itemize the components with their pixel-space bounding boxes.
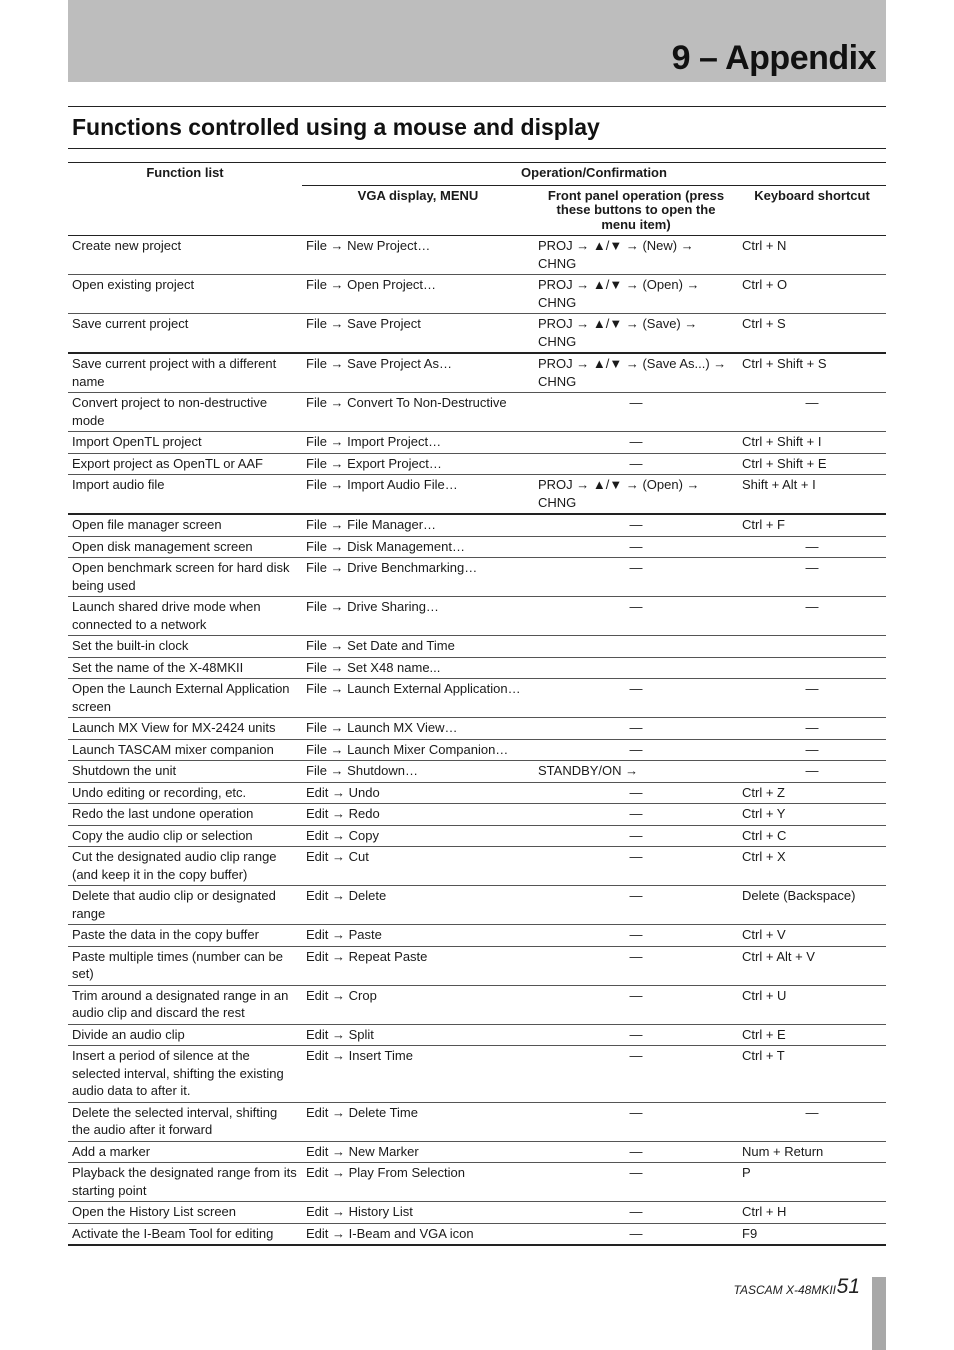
table-row [68,558,886,597]
keyboard-shortcut-cell: Num + Return [738,1141,886,1163]
footer-brand: TASCAM X-48MKII [733,1283,836,1297]
section-title: Functions controlled using a mouse and display [72,114,600,140]
front-panel-cell: — [534,739,738,761]
keyboard-shortcut-cell: — [738,597,886,636]
front-panel-cell: — [534,782,738,804]
front-panel-cell: — [534,536,738,558]
function-cell: Cut the designated audio clip range (and keep it in the copy buffer) [68,847,302,886]
section-rule-bottom [68,148,886,149]
keyboard-shortcut-cell: Ctrl + Shift + I [738,432,886,454]
vga-menu-cell: File → New Project… [302,236,534,275]
front-panel-cell: — [534,946,738,985]
vga-menu-cell: File → Launch External Application… [302,679,534,718]
table-row [68,475,886,515]
vga-menu-cell: File → File Manager… [302,514,534,536]
function-cell: Redo the last undone operation [68,804,302,826]
table-row [68,1141,886,1163]
table-row [68,679,886,718]
function-cell: Copy the audio clip or selection [68,825,302,847]
function-cell: Create new project [68,236,302,275]
vga-menu-cell: Edit → New Marker [302,1141,534,1163]
functions-table [68,162,886,1246]
front-panel-cell: — [534,886,738,925]
keyboard-shortcut-cell: Ctrl + Shift + S [738,353,886,393]
function-cell: Trim around a designated range in an audio clip and discard the rest [68,985,302,1024]
table-row [68,1223,886,1245]
keyboard-shortcut-cell: Ctrl + F [738,514,886,536]
function-cell: Open disk management screen [68,536,302,558]
front-panel-cell: — [534,1202,738,1224]
chapter-title: 9 – Appendix [671,39,876,77]
table-row [68,946,886,985]
vga-menu-cell: File → Launch MX View… [302,718,534,740]
front-panel-cell: — [534,804,738,826]
function-cell: Open benchmark screen for hard disk being used [68,558,302,597]
vga-menu-cell: Edit → Insert Time [302,1046,534,1103]
keyboard-shortcut-cell: Ctrl + O [738,275,886,314]
keyboard-shortcut-cell: Ctrl + H [738,1202,886,1224]
front-panel-cell [534,657,738,679]
keyboard-shortcut-cell: — [738,393,886,432]
table-row [68,453,886,475]
front-panel-cell: PROJ → ▲/▼ → (Save As...) → CHNG [534,353,738,393]
vga-menu-cell: File → Save Project As… [302,353,534,393]
table-row [68,804,886,826]
vga-menu-cell: Edit → I-Beam and VGA icon [302,1223,534,1245]
function-cell: Playback the designated range from its starting point [68,1163,302,1202]
keyboard-shortcut-cell: — [738,536,886,558]
function-cell: Set the name of the X-48MKII [68,657,302,679]
keyboard-shortcut-cell: Ctrl + Alt + V [738,946,886,985]
front-panel-cell: — [534,558,738,597]
table-row [68,985,886,1024]
front-panel-cell: — [534,514,738,536]
vga-menu-cell: Edit → Delete [302,886,534,925]
keyboard-shortcut-cell: Ctrl + Y [738,804,886,826]
vga-menu-cell: File → Disk Management… [302,536,534,558]
function-cell: Delete that audio clip or designated range [68,886,302,925]
keyboard-shortcut-cell: P [738,1163,886,1202]
front-panel-cell: — [534,393,738,432]
keyboard-shortcut-cell: Ctrl + E [738,1024,886,1046]
vga-menu-cell: File → Launch Mixer Companion… [302,739,534,761]
keyboard-shortcut-cell: — [738,679,886,718]
table-row [68,636,886,658]
keyboard-shortcut-cell: Ctrl + C [738,825,886,847]
table-row [68,1163,886,1202]
function-cell: Open the History List screen [68,1202,302,1224]
page-edge-tab [872,1277,886,1350]
front-panel-cell: STANDBY/ON → [534,761,738,783]
vga-menu-cell: Edit → Crop [302,985,534,1024]
function-cell: Delete the selected interval, shifting the audio after it forward [68,1102,302,1141]
keyboard-shortcut-cell [738,657,886,679]
vga-menu-cell: File → Shutdown… [302,761,534,783]
table-row [68,314,886,354]
front-panel-cell: — [534,597,738,636]
header-operation: Operation/Confirmation [302,163,886,186]
function-cell: Activate the I-Beam Tool for editing [68,1223,302,1245]
vga-menu-cell: File → Set Date and Time [302,636,534,658]
front-panel-cell: PROJ → ▲/▼ → (New) → CHNG [534,236,738,275]
function-cell: Shutdown the unit [68,761,302,783]
front-panel-cell: — [534,1046,738,1103]
front-panel-cell: PROJ → ▲/▼ → (Open) → CHNG [534,275,738,314]
function-cell: Import audio file [68,475,302,515]
front-panel-cell: — [534,825,738,847]
front-panel-cell: — [534,679,738,718]
table-row [68,782,886,804]
table-row [68,236,886,275]
front-panel-cell: — [534,925,738,947]
vga-menu-cell: Edit → Undo [302,782,534,804]
vga-menu-cell: Edit → Play From Selection [302,1163,534,1202]
front-panel-cell: PROJ → ▲/▼ → (Save) → CHNG [534,314,738,354]
vga-menu-cell: File → Import Project… [302,432,534,454]
function-cell: Import OpenTL project [68,432,302,454]
page-number: 51 [836,1275,860,1298]
function-cell: Open existing project [68,275,302,314]
table-row [68,597,886,636]
keyboard-shortcut-cell: Ctrl + T [738,1046,886,1103]
header-vga: VGA display, MENU [302,185,534,236]
table-row [68,886,886,925]
table-row [68,1046,886,1103]
table-row [68,1024,886,1046]
function-cell: Add a marker [68,1141,302,1163]
function-cell: Insert a period of silence at the selected interval, shifting the existing audio data to after it. [68,1046,302,1103]
keyboard-shortcut-cell: Ctrl + Shift + E [738,453,886,475]
table-row [68,825,886,847]
table-row [68,761,886,783]
keyboard-shortcut-cell: Ctrl + U [738,985,886,1024]
vga-menu-cell: File → Drive Sharing… [302,597,534,636]
table-row [68,432,886,454]
keyboard-shortcut-cell: — [738,1102,886,1141]
front-panel-cell: — [534,1141,738,1163]
function-cell: Save current project [68,314,302,354]
front-panel-cell: — [534,718,738,740]
vga-menu-cell: File → Open Project… [302,275,534,314]
front-panel-cell: — [534,1223,738,1245]
front-panel-cell: — [534,432,738,454]
table-row [68,353,886,393]
table-row [68,536,886,558]
function-cell: Set the built-in clock [68,636,302,658]
keyboard-shortcut-cell: Ctrl + X [738,847,886,886]
vga-menu-cell: Edit → Copy [302,825,534,847]
keyboard-shortcut-cell: Shift + Alt + I [738,475,886,515]
table-row [68,657,886,679]
keyboard-shortcut-cell: Ctrl + S [738,314,886,354]
function-cell: Launch MX View for MX-2424 units [68,718,302,740]
keyboard-shortcut-cell: — [738,761,886,783]
function-cell: Export project as OpenTL or AAF [68,453,302,475]
vga-menu-cell: Edit → Cut [302,847,534,886]
header-function-list: Function list [68,163,302,236]
front-panel-cell: — [534,1163,738,1202]
header-keyboard: Keyboard shortcut [738,185,886,236]
function-cell: Paste the data in the copy buffer [68,925,302,947]
vga-menu-cell: Edit → Redo [302,804,534,826]
table-row [68,925,886,947]
keyboard-shortcut-cell [738,636,886,658]
vga-menu-cell: File → Set X48 name... [302,657,534,679]
front-panel-cell: — [534,985,738,1024]
front-panel-cell: — [534,1024,738,1046]
front-panel-cell: — [534,1102,738,1141]
function-cell: Paste multiple times (number can be set) [68,946,302,985]
function-cell: Launch shared drive mode when connected to a network [68,597,302,636]
table-body [68,236,886,1246]
vga-menu-cell: Edit → History List [302,1202,534,1224]
function-cell: Divide an audio clip [68,1024,302,1046]
table-row [68,847,886,886]
front-panel-cell: — [534,847,738,886]
vga-menu-cell: File → Convert To Non-Destructive [302,393,534,432]
table-row [68,1202,886,1224]
keyboard-shortcut-cell: — [738,739,886,761]
keyboard-shortcut-cell: Ctrl + N [738,236,886,275]
function-cell: Undo editing or recording, etc. [68,782,302,804]
keyboard-shortcut-cell: Delete (Backspace) [738,886,886,925]
vga-menu-cell: Edit → Delete Time [302,1102,534,1141]
table-row [68,718,886,740]
vga-menu-cell: File → Save Project [302,314,534,354]
front-panel-cell [534,636,738,658]
vga-menu-cell: File → Import Audio File… [302,475,534,515]
function-cell: Open the Launch External Application screen [68,679,302,718]
keyboard-shortcut-cell: — [738,718,886,740]
table-row [68,393,886,432]
table-row [68,514,886,536]
header-front-panel: Front panel operation (press these buttons to open the menu item) [534,185,738,236]
function-cell: Save current project with a different name [68,353,302,393]
function-cell: Launch TASCAM mixer companion [68,739,302,761]
vga-menu-cell: Edit → Repeat Paste [302,946,534,985]
keyboard-shortcut-cell: F9 [738,1223,886,1245]
keyboard-shortcut-cell: Ctrl + Z [738,782,886,804]
front-panel-cell: PROJ → ▲/▼ → (Open) → CHNG [534,475,738,515]
function-cell: Open file manager screen [68,514,302,536]
table-row [68,275,886,314]
vga-menu-cell: Edit → Paste [302,925,534,947]
function-cell: Convert project to non-destructive mode [68,393,302,432]
vga-menu-cell: File → Export Project… [302,453,534,475]
table-row [68,739,886,761]
keyboard-shortcut-cell: — [738,558,886,597]
table-row [68,1102,886,1141]
vga-menu-cell: File → Drive Benchmarking… [302,558,534,597]
vga-menu-cell: Edit → Split [302,1024,534,1046]
front-panel-cell: — [534,453,738,475]
keyboard-shortcut-cell: Ctrl + V [738,925,886,947]
section-rule-top [68,106,886,107]
chapter-header-band [68,0,886,82]
